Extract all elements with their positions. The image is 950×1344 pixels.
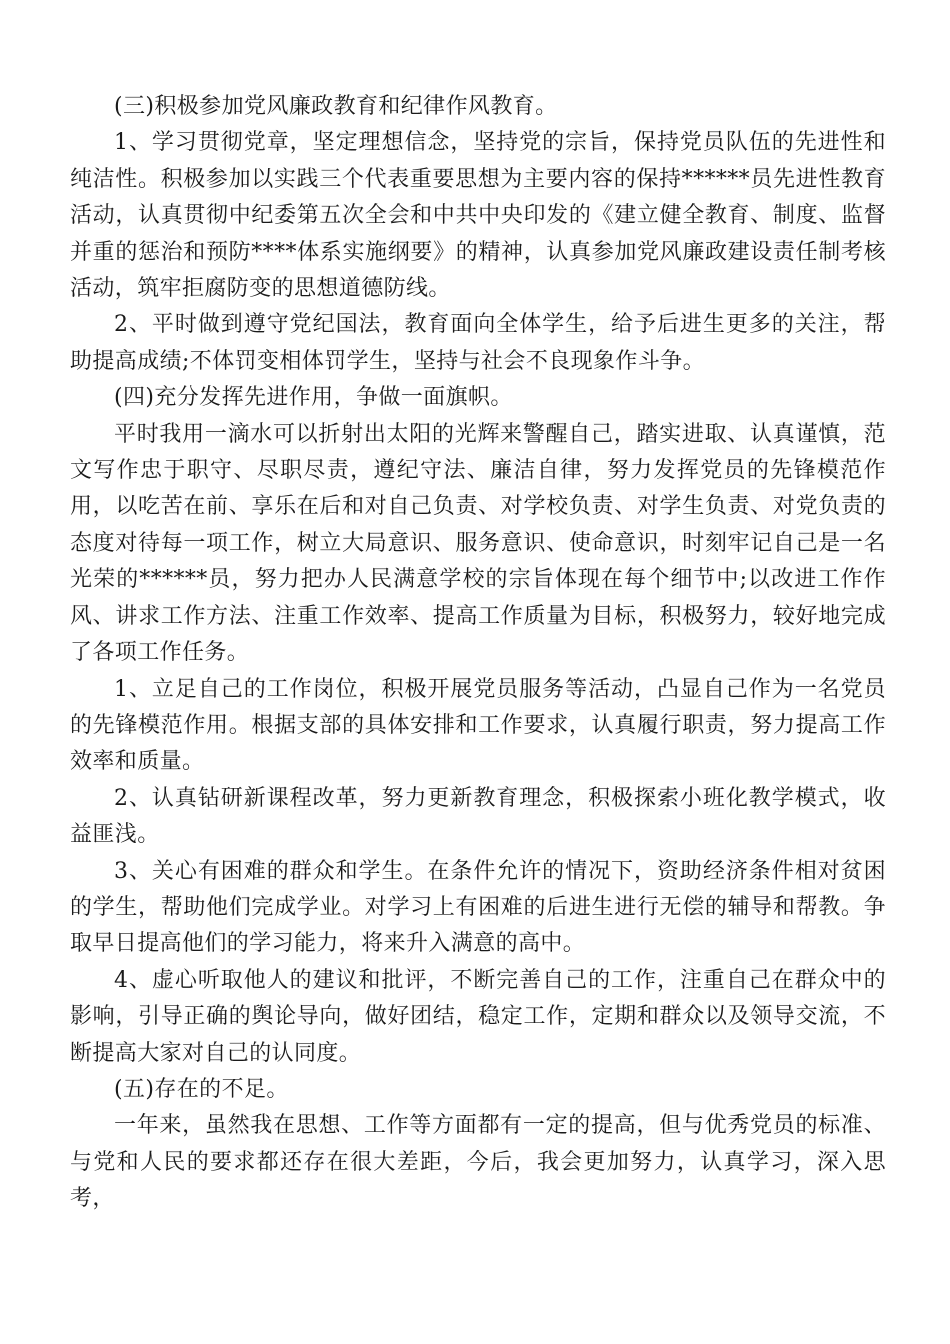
section-heading-3: (三)积极参加党风廉政教育和纪律作风教育。 bbox=[114, 94, 558, 119]
section-heading-5: (五)存在的不足。 bbox=[114, 1076, 289, 1102]
body-paragraph: 2、认真钻研新课程改革，努力更新教育理念，积极探索小班化教学模式，收益匪浅。 bbox=[70, 785, 886, 848]
body-paragraph: 1、立足自己的工作岗位，积极开展党员服务等活动，凸显自己作为一名党员的先锋模范作用。根据支部的具体安排和工作要求，认真履行职责，努力提高工作效率和质量。 bbox=[70, 676, 886, 775]
body-paragraph: 1、学习贯彻党章，坚定理想信念，坚持党的宗旨，保持党员队伍的先进性和纯洁性。积极参加以实践三个代表重要思想为主要内容的保持******员先进性教育活动，认真贯彻中纪委第五次全会和中共中央印发的《建立健全教育、制度、监督并重的惩治和预防****体系实施纲要》的精神，认真参加党风廉政建设责任制考核活动，筑牢拒腐防变的思想道德防线。 bbox=[70, 130, 886, 302]
document-body bbox=[70, 89, 886, 1218]
body-paragraph: 3、关心有困难的群众和学生。在条件允许的情况下，资助经济条件相对贫困的学生，帮助他们完成学业。对学习上有困难的后进生进行无偿的辅导和帮教。争取早日提高他们的学习能力，将来升入满意的高中。 bbox=[70, 858, 886, 957]
body-paragraph: 2、平时做到遵守党纪国法，教育面向全体学生，给予后进生更多的关注，帮助提高成绩;不体罚变相体罚学生，坚持与社会不良现象作斗争。 bbox=[70, 312, 886, 374]
section-heading-4: (四)充分发挥先进作用，争做一面旗帜。 bbox=[114, 385, 513, 411]
body-paragraph: 平时我用一滴水可以折射出太阳的光辉来警醒自己，踏实进取、认真谨慎，范文写作忠于职守、尽职尽责，遵纪守法、廉洁自律，努力发挥党员的先锋模范作用，以吃苦在前、享乐在后和对自己负责、对学校负责、对学生负责、对党负责的态度对待每一项工作，树立大局意识、服务意识、使命意识，时刻牢记自己是一名光荣的******员，努力把办人民满意学校的宗旨体现在每个细节中;以改进工作作风、讲求工作方法、注重工作效率、提高工作质量为目标，积极努力，较好地完成了各项工作任务。 bbox=[70, 421, 886, 666]
body-paragraph: 4、虚心听取他人的建议和批评，不断完善自己的工作，注重自己在群众中的影响，引导正确的舆论导向，做好团结，稳定工作，定期和群众以及领导交流，不断提高大家对自己的认同度。 bbox=[70, 967, 886, 1066]
body-paragraph: 一年来，虽然我在思想、工作等方面都有一定的提高，但与优秀党员的标准、与党和人民的要求都还存在很大差距，今后，我会更加努力，认真学习，深入思考， bbox=[70, 1113, 886, 1212]
